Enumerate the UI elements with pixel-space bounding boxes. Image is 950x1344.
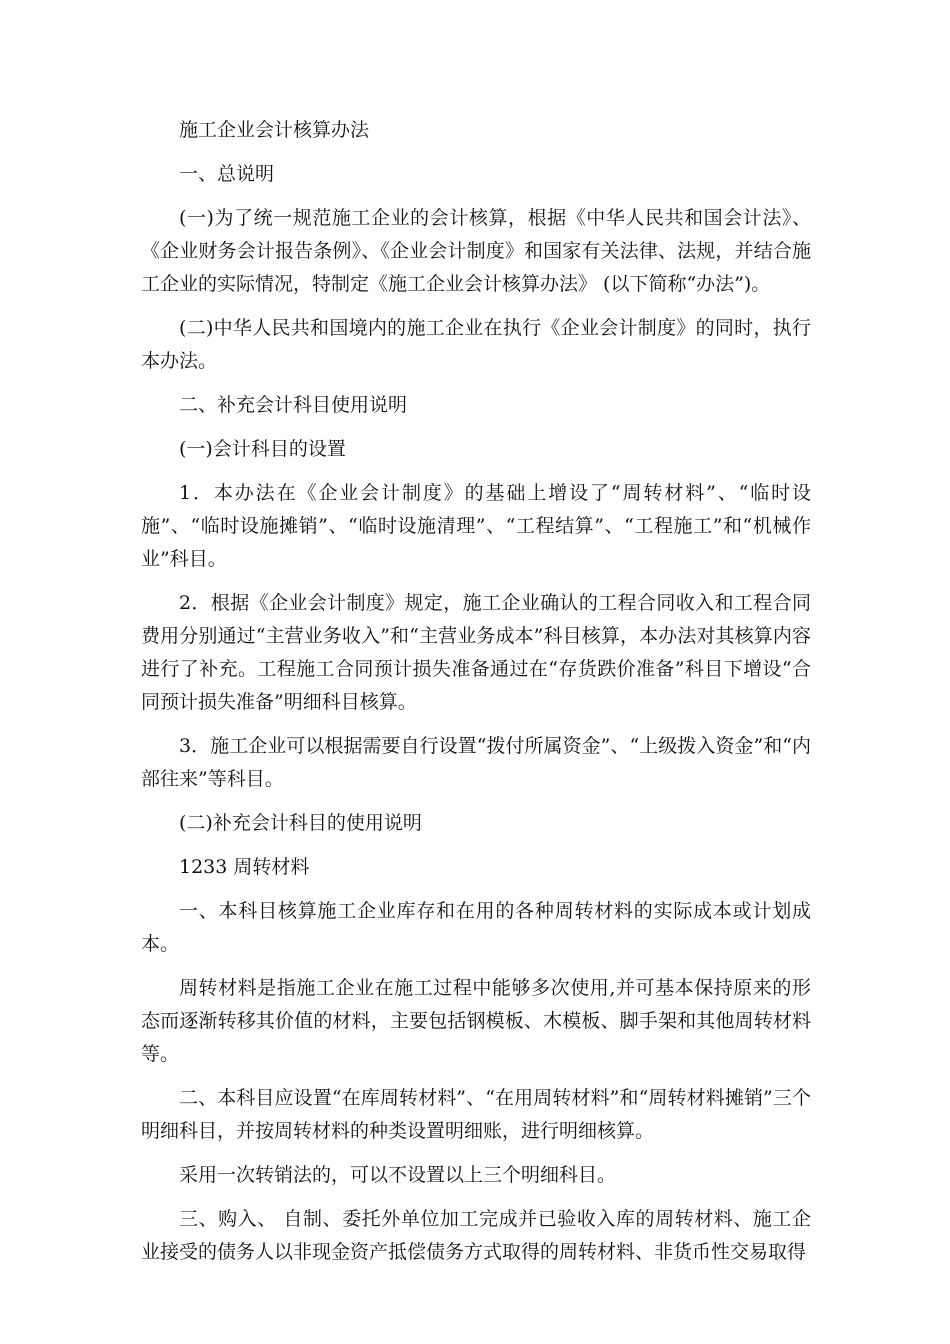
paragraph-subaccounts: 二、本科目应设置“在库周转材料”、“在用周转材料”和“周转材料摊销”三个明细科目，并按周转材料的种类设置明细账，进行明细核算。 <box>141 1087 811 1142</box>
paragraph-item-2: 2．根据《企业会计制度》规定，施工企业确认的工程合同收入和工程合同费用分别通过“主营业务收入”和“主营业务成本”科目核算，本办法对其核算内容进行了补充。工程施工合同预计损失准备通过在“存货跌价准备”科目下增设“合同预计损失准备”明细科目核算。 <box>141 592 811 713</box>
paragraph-purpose: (一)为了统一规范施工企业的会计核算，根据《中华人民共和国会计法》、《企业财务会计报告条例》、《企业会计制度》和国家有关法律、法规，并结合施工企业的实际情况，特制定《施工企业会计核算办法》 (以下简称“办法”)。 <box>141 207 811 295</box>
section-heading-general: 一、总说明 <box>179 163 275 185</box>
paragraph-definition: 周转材料是指施工企业在施工过程中能够多次使用,并可基本保持原来的形态而逐渐转移其价值的材料，主要包括钢模板、木模板、脚手架和其他周转材料等。 <box>141 977 811 1065</box>
account-heading-1233: 1233 周转材料 <box>179 856 310 878</box>
paragraph-scope: (二)中华人民共和国境内的施工企业在执行《企业会计制度》的同时，执行本办法。 <box>141 317 811 372</box>
paragraph-account-scope: 一、本科目核算施工企业库存和在用的各种周转材料的实际成本或计划成本。 <box>141 900 811 955</box>
paragraph-item-1: 1．本办法在《企业会计制度》的基础上增设了“周转材料”、“临时设施”、“临时设施摊销”、“临时设施清理”、“工程结算”、“工程施工”和“机械作业”科目。 <box>141 482 811 570</box>
paragraph-item-3: 3．施工企业可以根据需要自行设置“拨付所属资金”、“上级拨入资金”和“内部往来”等科目。 <box>141 735 811 790</box>
document-title: 施工企业会计核算办法 <box>179 119 370 141</box>
document-body <box>141 114 811 1280</box>
paragraph-acquisition: 三、购入、 自制、委托外单位加工完成并已验收入库的周转材料、施工企业接受的债务人以非现金资产抵偿债务方式取得的周转材料、非货币性交易取得 <box>141 1208 811 1263</box>
paragraph-one-time-writeoff: 采用一次转销法的，可以不设置以上三个明细科目。 <box>179 1164 617 1186</box>
subsection-heading-setup: (一)会计科目的设置 <box>179 438 346 460</box>
subsection-heading-usage: (二)补充会计科目的使用说明 <box>179 812 422 834</box>
section-heading-accounts: 二、补充会计科目使用说明 <box>179 394 408 416</box>
